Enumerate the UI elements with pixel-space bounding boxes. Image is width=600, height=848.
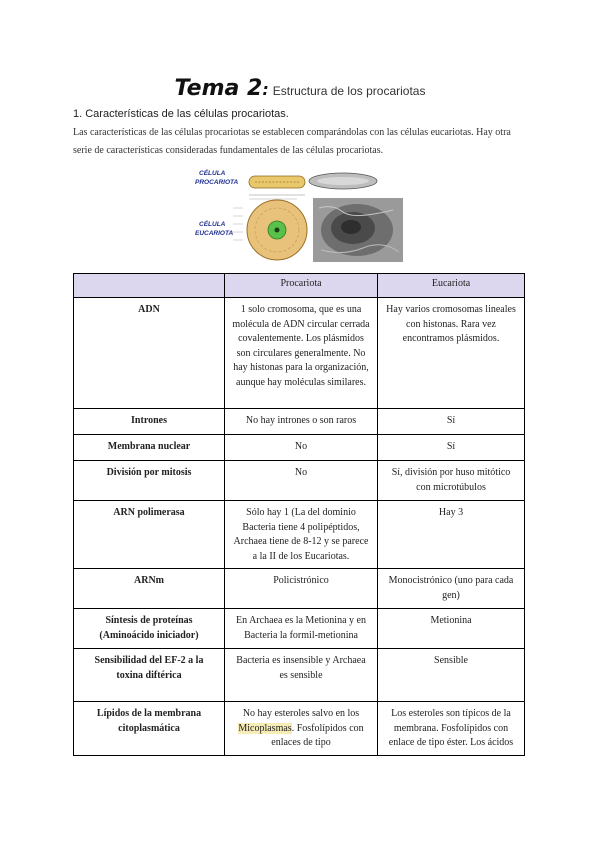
row-feature: Membrana nuclear	[74, 435, 225, 461]
table-row	[74, 609, 525, 649]
comparison-table	[73, 273, 525, 756]
intro-line: serie de características consideradas fundamentales de las células procariotas.	[73, 145, 384, 156]
row-feature: División por mitosis	[74, 461, 225, 501]
row-prokaryote: Bacteria es insensible y Archaea es sensible	[225, 649, 378, 702]
row-eukaryote: Sensible	[378, 649, 525, 702]
header-cell-feature	[74, 274, 225, 298]
row-eukaryote: Los esteroles son típicos de la membrana. Fosfolípidos con enlace de tipo éster. Los ácidos	[378, 702, 525, 756]
row-eukaryote: Hay 3	[378, 501, 525, 569]
table-header-row	[74, 274, 525, 298]
row-prokaryote: Sólo hay 1 (La del dominio Bacteria tiene 4 polipéptidos, Archaea tiene de 8-12 y se parece a la II de los Eucariotas.	[225, 501, 378, 569]
row-eukaryote: Hay varios cromosomas lineales con histonas. Rara vez encontramos plásmidos.	[378, 298, 525, 409]
intro-line: Las características de las células procariotas se establecen comparándolas con las células eucariotas. Hay otra	[73, 127, 511, 138]
row-prokaryote: 1 solo cromosoma, que es una molécula de ADN circular cerrada covalentemente. Los plásmidos son circulares generalmente. No hay histonas para la organización, aunque hay moléculas similares.	[225, 298, 378, 409]
row-prokaryote: En Archaea es la Metionina y en Bacteria la formil-metionina	[225, 609, 378, 649]
title-colon: :	[262, 80, 269, 99]
row-eukaryote: Monocistrónico (uno para cada gen)	[378, 569, 525, 609]
row-feature: ARN polimerasa	[74, 501, 225, 569]
row-prokaryote: Policistrónico	[225, 569, 378, 609]
row-prokaryote: No	[225, 461, 378, 501]
row-feature: Lípidos de la membrana citoplasmática	[74, 702, 225, 756]
row-feature: Sensibilidad del EF-2 a la toxina diftérica	[74, 649, 225, 702]
cell-comparison-figure	[193, 160, 405, 264]
title-main: Tema 2	[174, 76, 263, 101]
document-title	[0, 76, 600, 101]
row-feature: Intrones	[74, 409, 225, 435]
section-heading: 1. Características de las células procariotas.	[73, 108, 289, 120]
table-row	[74, 461, 525, 501]
label-prokaryote: CÉLULA PROCARIOTA	[195, 170, 239, 186]
table-row	[74, 702, 525, 756]
label-eukaryote: CÉLULA EUCARIOTA	[195, 221, 234, 237]
table-row	[74, 501, 525, 569]
row-eukaryote: Metionina	[378, 609, 525, 649]
table-row	[74, 298, 525, 409]
row-prokaryote: No	[225, 435, 378, 461]
row-prokaryote-text: No hay esteroles salvo en los	[242, 708, 360, 719]
title-subtitle: Estructura de los procariotas	[272, 84, 426, 98]
header-cell-eukaryote: Eucariota	[378, 274, 525, 298]
highlighted-term: Micoplasmas	[238, 722, 292, 734]
header-cell-prokaryote: Procariota	[225, 274, 378, 298]
intro-paragraph	[73, 124, 533, 160]
row-prokaryote: No hay intrones o son raros	[225, 409, 378, 435]
table-row	[74, 435, 525, 461]
table-row	[74, 569, 525, 609]
row-feature: Síntesis de proteínas (Aminoácido iniciador)	[74, 609, 225, 649]
cell-comparison-illustration	[193, 160, 405, 264]
row-feature: ADN	[74, 298, 225, 409]
table-row	[74, 649, 525, 702]
row-eukaryote: Sí	[378, 409, 525, 435]
row-eukaryote: Sí, división por huso mitótico con microtúbulos	[378, 461, 525, 501]
row-prokaryote-text: . Fosfolípidos con enlaces de tipo	[271, 722, 364, 748]
row-eukaryote: Sí	[378, 435, 525, 461]
table-row	[74, 409, 525, 435]
row-prokaryote	[225, 702, 378, 756]
row-feature: ARNm	[74, 569, 225, 609]
